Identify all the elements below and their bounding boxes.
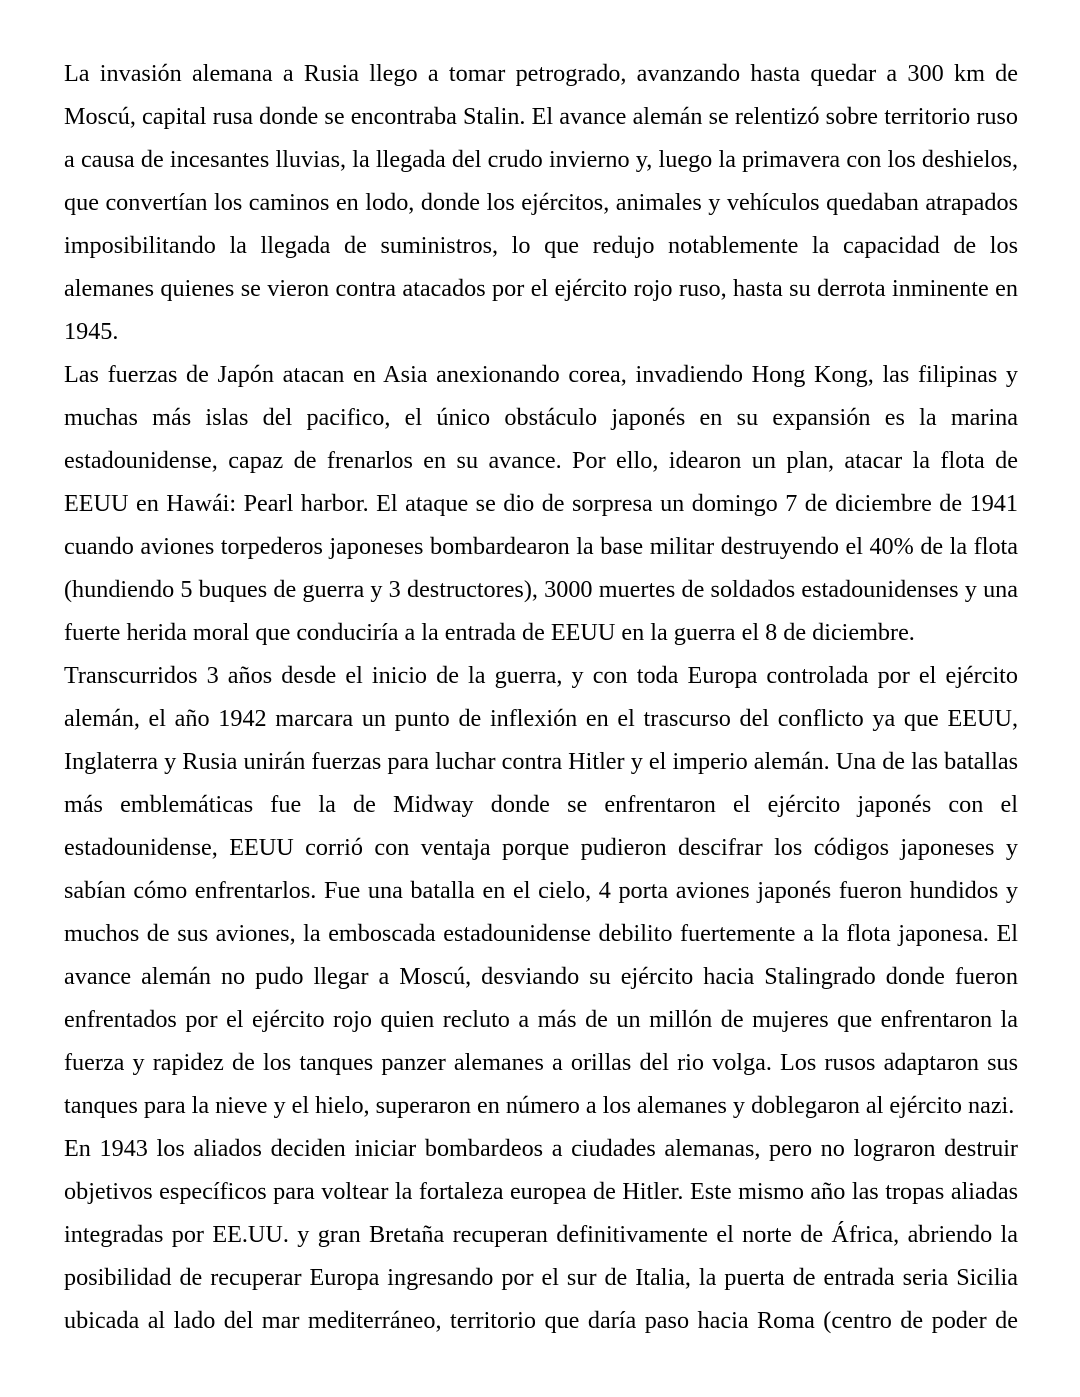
document-text-body <box>64 52 1018 1385</box>
paragraph-1: La invasión alemana a Rusia llego a tomar petrogrado, avanzando hasta quedar a 300 km de Moscú, capital rusa donde se encontraba Stalin. El avance alemán se relentizó sobre territorio ruso a causa de incesantes lluvias, la llegada del crudo invierno y, luego la primavera con los deshielos, que convertían los caminos en lodo, donde los ejércitos, animales y vehículos quedaban atrapados imposibilitando la llegada de suministros, lo que redujo notablemente la capacidad de los alemanes quienes se vieron contra atacados por el ejército rojo ruso, hasta su derrota inminente en 1945. <box>64 60 1018 345</box>
paragraph-2: Las fuerzas de Japón atacan en Asia anexionando corea, invadiendo Hong Kong, las filipinas y muchas más islas del pacifico, el único obstáculo japonés en su expansión es la marina estadounidense, capaz de frenarlos en su avance. Por ello, idearon un plan, atacar la flota de EEUU en Hawái: Pearl harbor. El ataque se dio de sorpresa un domingo 7 de diciembre de 1941 cuando aviones torpederos japoneses bombardearon la base militar destruyendo el 40% de la flota (hundiendo 5 buques de guerra y 3 destructores), 3000 muertes de soldados estadounidenses y una fuerte herida moral que conduciría a la entrada de EEUU en la guerra el 8 de diciembre. <box>64 361 1018 646</box>
paragraph-3: Transcurridos 3 años desde el inicio de la guerra, y con toda Europa controlada por el ejército alemán, el año 1942 marcara un punto de inflexión en el trascurso del conflicto ya que EEUU, Inglaterra y Rusia unirán fuerzas para luchar contra Hitler y el imperio alemán. Una de las batallas más emblemáticas fue la de Midway donde se enfrentaron el ejército japonés con el estadounidense, EEUU corrió con ventaja porque pudieron descifrar los códigos japoneses y sabían cómo enfrentarlos. Fue una batalla en el cielo, 4 porta aviones japonés fueron hundidos y muchos de sus aviones, la emboscada estadounidense debilito fuertemente a la flota japonesa. El avance alemán no pudo llegar a Moscú, desviando su ejército hacia Stalingrado donde fueron enfrentados por el ejército rojo quien recluto a más de un millón de mujeres que enfrentaron la fuerza y rapidez de los tanques panzer alemanes a orillas del rio volga. Los rusos adaptaron sus tanques para la nieve y el hielo, superaron en número a los alemanes y doblegaron al ejército nazi. <box>64 662 1018 1119</box>
paragraph-4: En 1943 los aliados deciden iniciar bombardeos a ciudades alemanas, pero no lograron destruir objetivos específicos para voltear la fortaleza europea de Hitler. Este mismo año las tropas aliadas integradas por EE.UU. y gran Bretaña recuperan definitivamente el norte de África, abriendo la posibilidad de recuperar Europa ingresando por el sur de Italia, la puerta de entrada seria Sicilia ubicada al lado del mar mediterráneo, territorio que daría paso hacia Roma (centro de poder de <box>64 1135 1018 1334</box>
